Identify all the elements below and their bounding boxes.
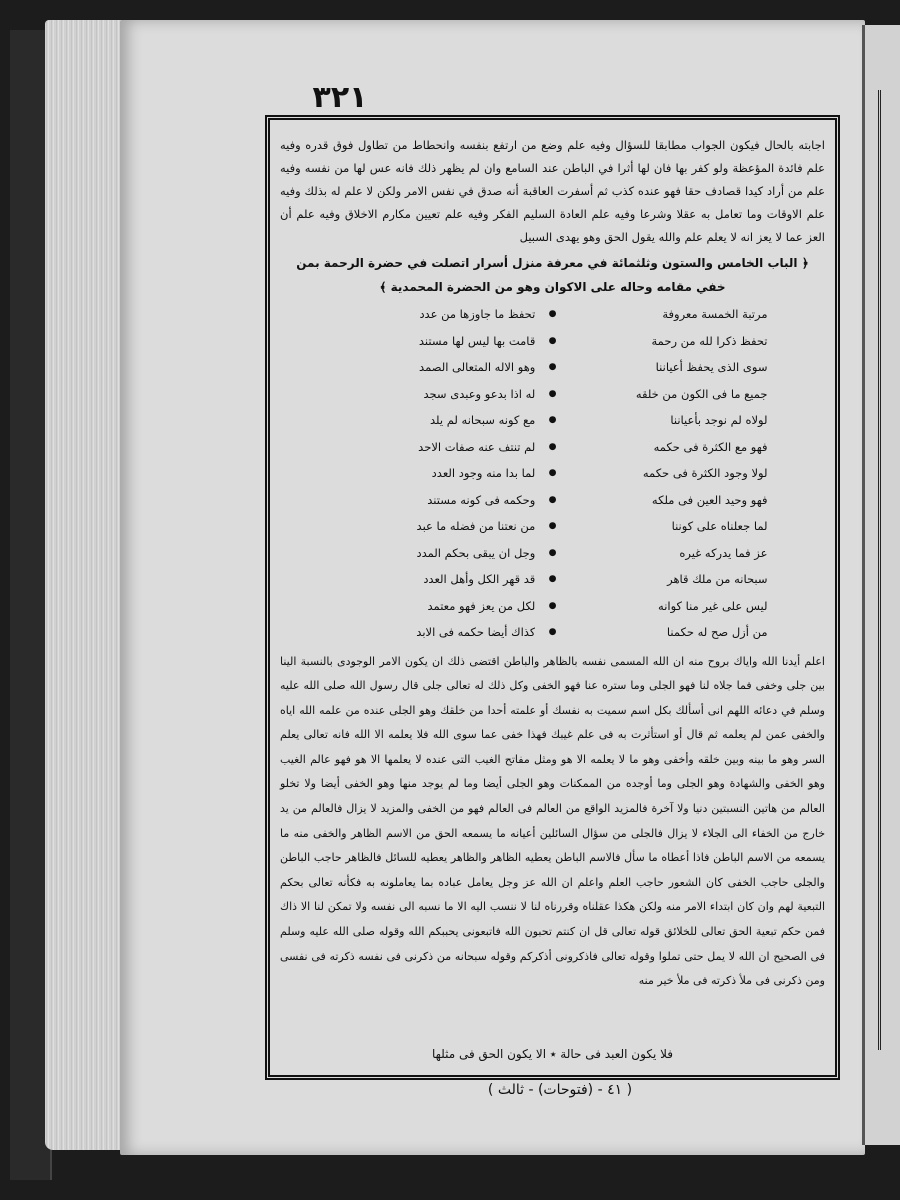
poem-verse bbox=[338, 434, 768, 461]
verse-second-half: قامت بها ليس لها مستند bbox=[418, 333, 536, 348]
verse-separator: ● bbox=[548, 362, 557, 372]
poem-verse bbox=[338, 593, 768, 620]
verse-separator: ● bbox=[548, 627, 557, 637]
verse-separator: ● bbox=[548, 415, 557, 425]
verse-separator: ● bbox=[548, 494, 557, 505]
verse-separator: ● bbox=[548, 335, 557, 346]
verse-first-half: سبحانه من ملك قاهر bbox=[667, 572, 768, 586]
chapter-heading: ﴿ الباب الخامس والستون وثلثمائة في معرفة منزل أسرار اتصلت في حضرة الرحمة بمن خفي مقامه وحاله على الاكوان وهو من الحضرة المحمدية ﴾ bbox=[296, 256, 809, 294]
main-paragraph: اعلم أيدنا الله واياك بروح منه ان الله المسمى نفسه بالظاهر والباطن اقتضى ذلك ان يكون الامر الوجودى بالنسبة الينا بين جلى وخفى فما جلاه لنا فهو الجلى وما ستره عنا فهو الخفى وكل ذلك له تعالى جلى قال رسول الله صلى الله عليه وسلم في دعائه اللهم انى أسألك بكل اسم سميت به نفسك أو علمته أحدا من خلقك وهو الجلى عنده من علمه الله اياه والخفى عمن لم يعلمه ثم قال أو استأثرت به فى علم غيبك فهذا خفى عما سوى الله فلا يعلمه الا الله فانه تعالى يعلم السر وهو ما بينه وبين خلقه وأخفى وهو ما لا يعلمه الا هو ومثل مفاتح الغيب التى عنده لا يعلمها الا هو فهو عالم الغيب وهو الخفى والشهادة وهو الجلى وما أوجده من الممكنات وهو الجلى أيضا وما لم يوجد منها وهو الخفى أيضا ولا تخلو العالم من هاتين النسبتين دنيا ولا آخرة فالمزيد الواقع من العالم فى العالم فهو من الخفى والمزيد لا يزال فالعالم من يد خارج من الخفاء الى الجلاء لا يزال فالجلى من سؤال السائلين أعيانه ما يسمعه الحق من الاسم الظاهر والخفى منه ما يسمعه من الاسم الباطن فاذا أعطاه ما سأل فالاسم الباطن يعطيه الظاهر والظاهر يعطيه للسائل فالظاهر حاجب الباطن والجلى حاجب الخفى كان الشعور حاجب العلم واعلم ان الله عز وجل يعامل عباده بما يعاملونه به فكأنه تعالى بحكم التبعية لهم وان كان ابتداء الامر منه ولكن هكذا عقلناه وقررناه لنا لا ننسب اليه الا ما نسبه الى نفسه ولا تمكن لنا الا ذاك فمن حكم تبعية الحق تعالى للخلائق قوله تعالى قل ان كنتم تحبون الله فاتبعونى يحببكم الله وقوله صلى الله عليه وسلم فى الصحيح ان الله لا يمل حتى تملوا وقوله تعالى فاذكرونى أذكركم وقوله سبحانه من ذكرنى فى نفسه ذكرته فى نفسى ومن ذكرنى فى ملأ ذكرته فى ملأ خير منه bbox=[280, 654, 825, 988]
closing-verse: فلا يكون العبد فى حالة ٭ الا يكون الحق فى مثلها bbox=[431, 1047, 673, 1061]
verse-separator: ● bbox=[548, 521, 557, 531]
poem-verse bbox=[338, 301, 768, 328]
poem-verse bbox=[338, 460, 768, 487]
verse-first-half: جميع ما فى الكون من خلقه bbox=[635, 386, 768, 401]
verse-separator: ● bbox=[548, 468, 557, 478]
page-edges bbox=[45, 20, 130, 1150]
page-number: ٣٢١ bbox=[312, 80, 368, 115]
verse-first-half: لولا وجود الكثرة فى حكمه bbox=[642, 466, 768, 480]
verse-second-half: مع كونه سبحانه لم يلد bbox=[430, 413, 536, 427]
poem-verse bbox=[338, 407, 768, 434]
text-frame bbox=[265, 115, 840, 1080]
verse-first-half: من أزل صح له حكمنا bbox=[666, 625, 768, 639]
poem-verse bbox=[338, 566, 768, 593]
poem-verse bbox=[338, 328, 768, 355]
verse-first-half: لما جعلناه على كوننا bbox=[671, 519, 768, 533]
facing-page-frame bbox=[878, 90, 900, 1050]
verse-first-half: عز فما يدركه غيره bbox=[679, 545, 768, 560]
verse-separator: ● bbox=[548, 388, 557, 399]
verse-separator: ● bbox=[548, 309, 557, 319]
poem-verse bbox=[338, 354, 768, 381]
verse-second-half: قد قهر الكل وأهل العدد bbox=[423, 572, 536, 586]
opening-paragraph: اجابته بالحال فيكون الجواب مطابقا للسؤال وفيه علم وضع من ارتفع بنفسه وانحطاط من تطاول فوق قدره وفيه علم فائدة المؤعظة ولو كفر بها فان لها أثرا في الباطن عند السامع وان لم يظهر ذلك فانه عس لها من نفسه وفيه علم من أراد كيدا قصادف حقا فهو عنده كذب ثم أسفرت العاقبة أنه صدق في نفس الامر ولكن لا علم له بذلك وفيه علم الاوقات وما تعامل به عقلا وشرعا وفيه علم العادة السليم الفكر وفيه علم تعيين مكارم الاخلاق وفيه علم أن العز عما لا يعز انه لا يعلم علم والله يقول الحق وهو يهدى السبيل bbox=[280, 138, 825, 244]
verse-first-half: فهو مع الكثرة فى حكمه bbox=[653, 439, 768, 454]
verse-first-half: سوى الذى يحفظ أعياننا bbox=[655, 360, 768, 374]
verse-second-half: لما بدا منه وجود العدد bbox=[431, 466, 536, 480]
verse-first-half: لولاه لم نوجد بأعياننا bbox=[670, 413, 768, 427]
verse-second-half: لم تنتف عنه صفات الاحد bbox=[418, 439, 536, 454]
poem bbox=[338, 301, 768, 646]
verse-second-half: لكل من يعز فهو معتمد bbox=[427, 598, 536, 613]
verse-separator: ● bbox=[548, 574, 557, 584]
verse-separator: ● bbox=[548, 547, 557, 558]
verse-second-half: كذاك أيضا حكمه فى الابد bbox=[416, 625, 536, 639]
verse-separator: ● bbox=[548, 441, 557, 452]
verse-second-half: وهو الاله المتعالى الصمد bbox=[419, 360, 536, 374]
verse-separator: ● bbox=[548, 600, 557, 611]
verse-first-half: تحفظ ذكرا لله من رحمة bbox=[651, 333, 768, 348]
verse-second-half: له اذا بدعو وعبدى سجد bbox=[423, 386, 536, 401]
verse-second-half: من نعتنا من فضله ما عبد bbox=[416, 519, 536, 533]
poem-verse bbox=[338, 619, 768, 646]
verse-second-half: وحكمه فى كونه مستند bbox=[427, 492, 536, 507]
poem-verse bbox=[338, 487, 768, 514]
verse-second-half: وجل ان يبقى بحكم المدد bbox=[416, 545, 536, 560]
footer-signature: ( ٤١ - (فتوحات) - ثالث ) bbox=[487, 1082, 633, 1098]
verse-first-half: مرتبة الخمسة معروفة bbox=[662, 307, 768, 321]
poem-verse bbox=[338, 381, 768, 408]
verse-second-half: تحفظ ما جاوزها من عدد bbox=[419, 307, 536, 321]
verse-first-half: ليس على غير منا كوانه bbox=[658, 598, 768, 613]
poem-verse bbox=[338, 513, 768, 540]
poem-verse bbox=[338, 540, 768, 567]
verse-first-half: فهو وحيد العين فى ملكه bbox=[651, 492, 768, 507]
